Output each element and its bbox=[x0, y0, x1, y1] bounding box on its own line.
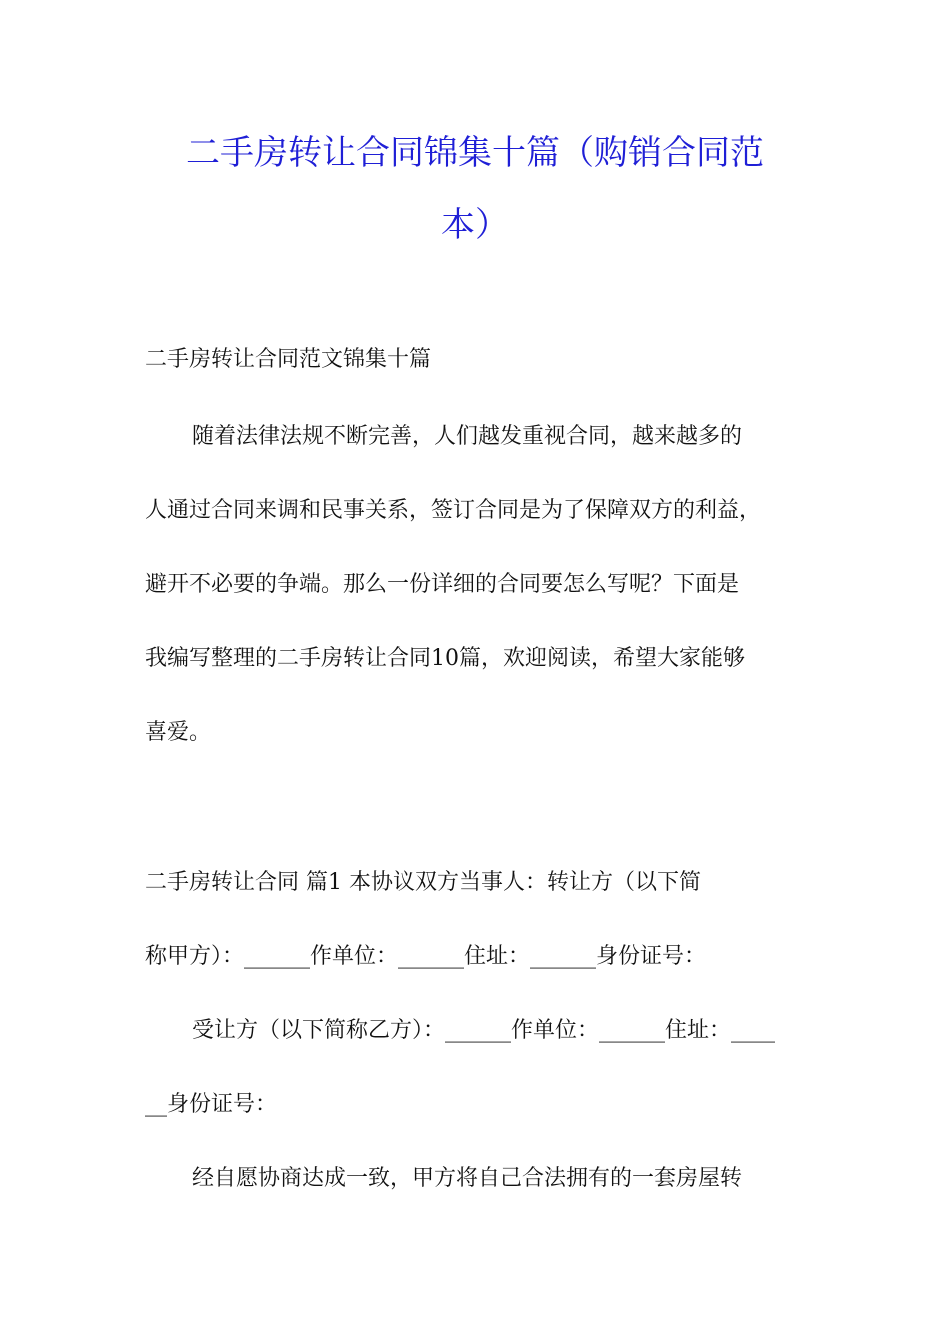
intro-line-1: 随着法律法规不断完善，人们越发重视合同，越来越多的 bbox=[192, 424, 743, 449]
section1-line-3: 受让方（以下简称乙方）：______作单位：______住址：____ bbox=[192, 1018, 776, 1043]
section1-line-2: 称甲方）：______作单位：______住址：______身份证号： bbox=[145, 944, 707, 969]
section1-line-5: 经自愿协商达成一致，甲方将自己合法拥有的一套房屋转 bbox=[192, 1166, 743, 1191]
intro-line-2: 人通过合同来调和民事关系，签订合同是为了保障双方的利益， bbox=[145, 498, 762, 523]
document-title-line-2: 本） bbox=[441, 205, 509, 245]
section1-line-4: __身份证号： bbox=[145, 1092, 278, 1117]
document-subtitle: 二手房转让合同范文锦集十篇 bbox=[145, 347, 432, 372]
intro-line-5: 喜爱。 bbox=[145, 720, 212, 745]
document-title-line-1: 二手房转让合同锦集十篇（购销合同范 bbox=[186, 133, 764, 173]
intro-line-3: 避开不必要的争端。那么一份详细的合同要怎么写呢？下面是 bbox=[145, 572, 740, 597]
intro-line-4: 我编写整理的二手房转让合同10篇，欢迎阅读，希望大家能够 bbox=[145, 646, 745, 671]
section1-line-1: 二手房转让合同 篇1 本协议双方当事人：转让方（以下简 bbox=[145, 870, 701, 895]
